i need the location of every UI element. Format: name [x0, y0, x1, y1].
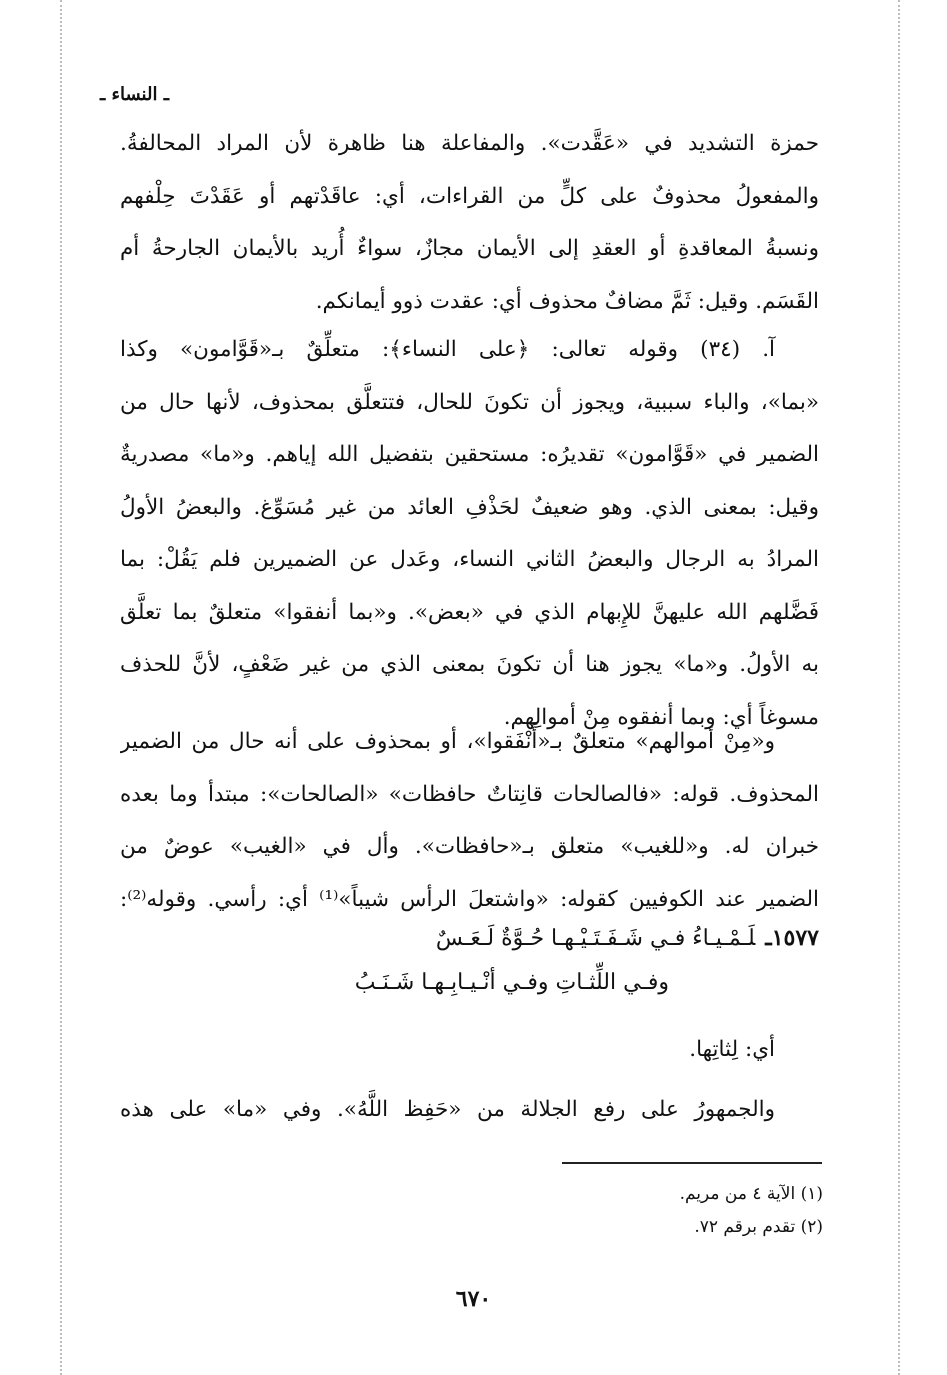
text-line: ونسبةُ المعاقدةِ أو العقدِ إلى الأيمان مجازٌ، سواءٌ أُريد بالأيمان الجارحةُ أم: [120, 236, 819, 261]
text-line: القَسَم. وقيل: ثَمَّ مضافٌ محذوف أي: عقدت ذوو أيمانكم.: [315, 288, 819, 314]
text-line: «بما»، والباء سببية، ويجوز أن تكونَ للحال، فتتعلَّق بمحذوف، لأنها حال من: [120, 389, 819, 415]
verse-second-hemistich: وفـي اللِّثـاتِ وفـي أنْـيـابِـهـا شَـنَـبُ: [354, 970, 669, 995]
text-line: آ. (٣٤) وقوله تعالى: ﴿على النساء﴾: متعلِّقٌ بـ«قَوَّامون» وكذا: [120, 337, 776, 362]
text-line: والجمهورُ على رفع الجلالة من «حَفِظ اللَّهُ». وفي «ما» على هذه: [120, 1097, 775, 1122]
verse-number: ١٥٧٧ـ: [765, 925, 819, 951]
text-line: مسوغاً أي: وبما أنفقوه مِنْ أموالِهم.: [503, 704, 819, 730]
poetry-verse: [120, 916, 819, 1005]
footnote-1: (١) الآية ٤ من مريم.: [679, 1184, 823, 1204]
text-line: الضمير في «قَوَّامون» تقديرُه: مستحقين بتفضيل الله إياهم. و«ما» مصدريةٌ: [120, 442, 819, 467]
text-line: المحذوف. قوله: «فالصالحات قانِتاتٌ حافظات» «الصالحات»: مبتدأ وما بعده: [120, 781, 819, 807]
footnotes: [680, 1178, 823, 1244]
gloss-line: [120, 1024, 819, 1077]
left-margin-dotted-line: [60, 0, 62, 1375]
verse-first-hemistich: [120, 916, 819, 961]
running-header: ـ النساء ـ: [100, 84, 170, 105]
text-line: والمفعولُ محذوفٌ على كلٍّ من القراءات، أي: عاقَدْتهم أو عَقَدْتَ حِلْفهم: [120, 183, 819, 209]
text-line: و«مِنْ أموالهم» متعلقٌ بـ«أَنْفَقوا»، أو بمحذوف على أنه حال من الضمير: [120, 729, 775, 754]
right-margin-dotted-line: [898, 0, 900, 1375]
paragraph-4: [120, 1084, 819, 1137]
text-line: أي: لِثاتِها.: [689, 1037, 775, 1062]
text-line: المرادُ به الرجال والبعضُ الثاني النساء، وعَدل عن الضميرين فلم يَقُلْ: بما: [120, 547, 819, 572]
text-line: وقيل: بمعنى الذي. وهو ضعيفٌ لحَذْفِ العائد من غير مُسَوِّغ. والبعضُ الأولُ: [120, 494, 819, 520]
footnote-2: (٢) تقدم برقم ٧٢.: [694, 1217, 823, 1237]
paragraph-1: [120, 118, 819, 328]
text-line: به الأولُ. و«ما» يجوز هنا أن تكونَ بمعنى الذي من غير ضَعْفٍ، لأنَّ للحذف: [120, 652, 819, 677]
text-line: خبران له. و«للغيب» متعلق بـ«حافظات». وأل في «الغيب» عوضٌ من: [120, 834, 819, 859]
paragraph-2: [120, 324, 819, 744]
text-line: حمزة التشديد في «عَقَّدت». والمفاعلة هنا ظاهرة لأن المراد المحالفةُ.: [120, 131, 819, 156]
text-line: فَضَّلهم الله عليهنَّ للإِبهام الذي في «بعض». و«بما أنفقوا» متعلقٌ بما تعلَّق: [120, 599, 819, 625]
verse-text-1: لَـمْـيـاءُ فـي شَـفَـتَـيْـهـا حُـوَّةٌ لَـعَـسٌ: [435, 926, 756, 951]
paragraph-3: [120, 716, 819, 926]
page-number: ٦٧٠: [455, 1286, 492, 1312]
footnote-separator: [562, 1162, 822, 1164]
text-line: الضمير عند الكوفيين كقوله: «واشتعلَ الرأس شيباً»⁽¹⁾ أي: رأسي. وقوله⁽²⁾:: [120, 886, 819, 912]
